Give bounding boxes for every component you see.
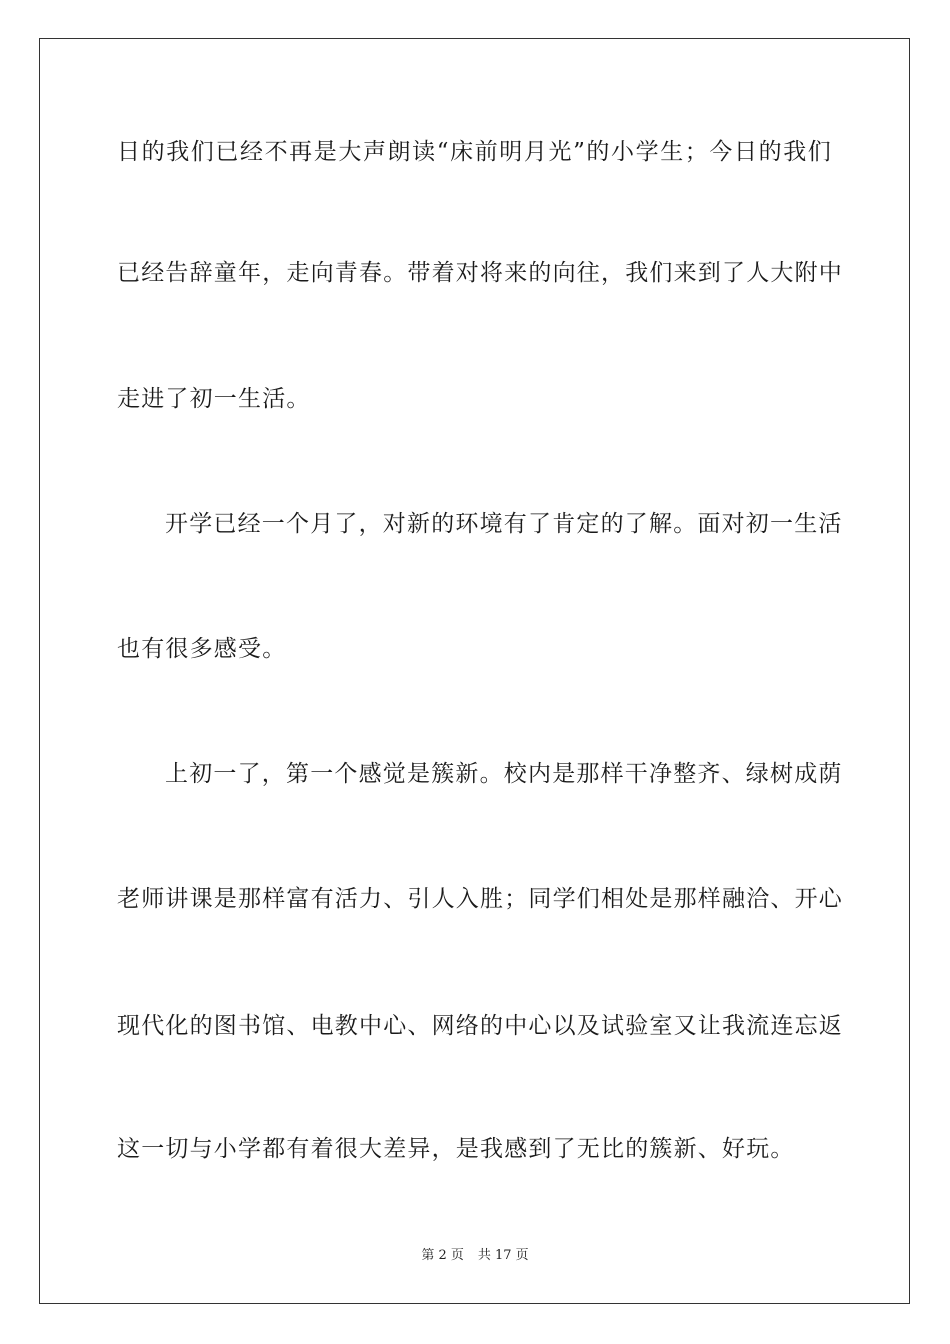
body-text-line: 也有很多感受。 [117, 636, 287, 662]
paragraph-first-line: 开学已经一个月了，对新的环境有了肯定的了解。面对初一生活 [165, 511, 843, 537]
page-total: 共 17 页 [477, 1248, 529, 1263]
page-footer [0, 1248, 950, 1264]
page-border [39, 38, 910, 1304]
body-text-line: 这一切与小学都有着很大差异，是我感到了无比的簇新、好玩。 [117, 1136, 795, 1162]
body-text-line: 现代化的图书馆、电教中心、网络的中心以及试验室又让我流连忘返 [117, 1013, 843, 1039]
body-text-line: 走进了初一生活。 [117, 386, 311, 412]
body-text-line: 已经告辞童年，走向青春。带着对将来的向往，我们来到了人大附中 [117, 260, 843, 286]
paragraph-first-line: 上初一了，第一个感觉是簇新。校内是那样干净整齐、绿树成荫 [165, 761, 843, 787]
page-number: 第 2 页 [421, 1248, 464, 1263]
body-text-line: 日的我们已经不再是大声朗读“床前明月光”的小学生；今日的我们 [117, 139, 832, 165]
body-text-line: 老师讲课是那样富有活力、引人入胜；同学们相处是那样融洽、开心 [117, 886, 843, 912]
